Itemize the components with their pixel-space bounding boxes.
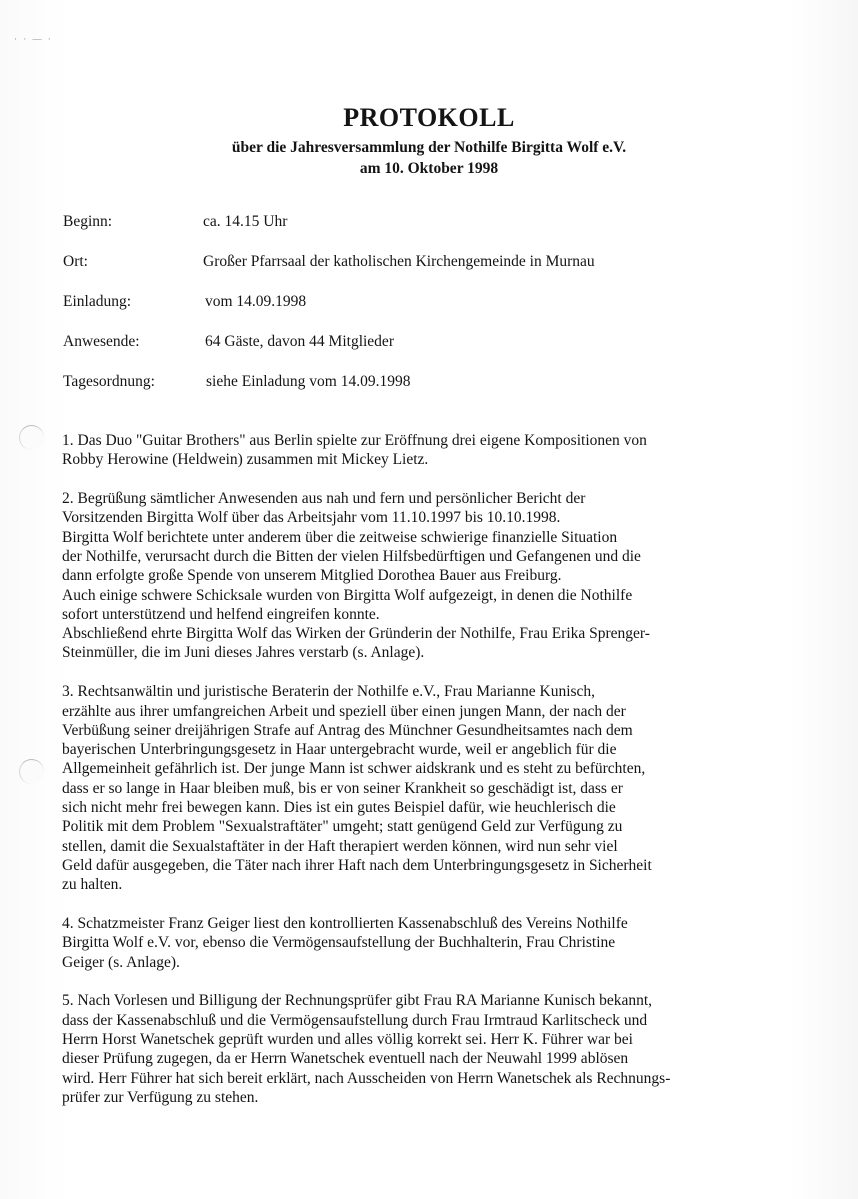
agenda-items — [62, 431, 762, 1127]
document-subtitle — [0, 137, 858, 179]
meta-label: Einladung: — [63, 293, 132, 310]
agenda-item-4: 4. Schatzmeister Franz Geiger liest den kontrollierten Kassenabschluß des Vereins Nothilfe Birgitta Wolf e.V. vor, ebenso die Vermögensaufstellung der Buchhalterin, Frau Christine Geiger (s. Anlage). — [62, 915, 628, 971]
meta-value: ca. 14.15 Uhr — [203, 213, 288, 230]
meta-label: Tagesordnung: — [63, 373, 155, 390]
punch-hole-icon — [19, 425, 44, 450]
agenda-item-2: 2. Begrüßung sämtlicher Anwesenden aus nah und fern und persönlicher Bericht der Vorsitzenden Birgitta Wolf über das Arbeitsjahr vom 11.10.1997 bis 10.10.1998. Birgitta Wolf berichtete unter anderem über die zeitweise schwierige finanzielle Situation der Nothilfe, verursacht durch die Bitten der vielen Hilfsbedürftigen und Gefangenen und die dann erfolgte große Spende von unserem Mitglied Dorothea Bauer aus Freiburg. Auch einige schwere Schicksale wurden von Birgitta Wolf aufgezeigt, in denen die Nothilfe sofort unterstützend und helfend eingreifen konnte. Abschließend ehrte Birgitta Wolf das Wirken der Gründerin der Nothilfe, Frau Erika Sprenger- Steinmüller, die im Juni dieses Jahres verstarb (s. Anlage). — [62, 490, 650, 662]
agenda-item-1: 1. Das Duo "Guitar Brothers" aus Berlin spielte zur Eröffnung drei eigene Kompositionen von Robby Herowine (Heldwein) zusammen mit Mickey Lietz. — [62, 432, 647, 469]
subtitle-line: über die Jahresversammlung der Nothilfe Birgitta Wolf e.V. — [231, 139, 627, 156]
agenda-item-3: 3. Rechtsanwältin und juristische Beraterin der Nothilfe e.V., Frau Marianne Kunisch, erzählte aus ihrer umfangreichen Arbeit und speziell über einen jungen Mann, der nach der Verbüßung seiner dreijährigen Strafe auf Antrag des Münchner Gesundheitsamtes nach dem bayerischen Unterbringungsgesetz in Haar untergebracht wurde, weil er angeblich für die Allgemeinheit gefährlich ist. Der junge Mann ist schwer aidskrank und es steht zu befürchten, dass er so lange in Haar bleiben muß, bis er von seiner Krankheit so geschädigt ist, dass er sich nicht mehr frei bewegen kann. Dies ist ein gutes Beispiel dafür, wie heuchlerisch die Politik mit dem Problem "Sexualstraftäter" umgeht; statt genügend Geld zur Verfügung zu stellen, damit die Sexualstaftäter in der Haft therapiert werden können, wird nun sehr viel Geld dafür ausgegeben, die Täter nach ihrer Haft nach dem Unterbringungsgesetz in Sicherheit zu halten. — [62, 683, 652, 894]
document-title: PROTOKOLL — [343, 103, 515, 132]
subtitle-date: am 10. Oktober 1998 — [359, 160, 499, 177]
meta-label: Anwesende: — [63, 333, 140, 350]
punch-hole-icon — [19, 759, 44, 784]
scan-artifact: · · — · — [14, 34, 53, 44]
meta-label: Beginn: — [63, 213, 113, 230]
meta-label: Ort: — [63, 253, 88, 270]
meta-value: Großer Pfarrsaal der katholischen Kirchengemeinde in Murnau — [203, 253, 595, 270]
meta-value: 64 Gäste, davon 44 Mitglieder — [205, 333, 394, 350]
meta-value: siehe Einladung vom 14.09.1998 — [206, 373, 411, 390]
meta-value: vom 14.09.1998 — [205, 293, 307, 310]
agenda-item-5: 5. Nach Vorlesen und Billigung der Rechnungsprüfer gibt Frau RA Marianne Kunisch bekannt, dass der Kassenabschluß und die Vermögensaufstellung durch Frau Irmtraud Karlitscheck und Herrn Horst Wanetschek geprüft wurden und alles völlig korrekt sei. Herr K. Führer war bei dieser Prüfung zugegen, da er Herrn Wanetschek eventuell nach der Neuwahl 1999 ablösen wird. Herr Führer hat sich bereit erklärt, nach Ausscheiden von Herrn Wanetschek als Rechnungs- prüfer zur Verfügung zu stehen. — [62, 992, 671, 1106]
